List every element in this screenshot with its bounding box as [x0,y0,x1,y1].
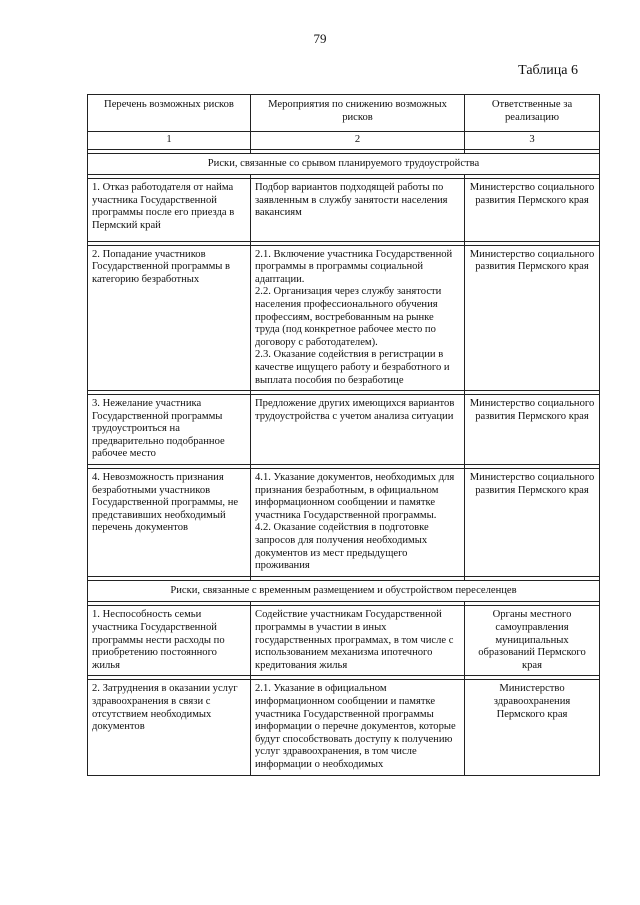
responsible-cell: Министерство здравоохранения Пермского края [465,680,600,775]
table-title: Таблица 6 [518,63,578,78]
risk-cell: 3. Нежелание участника Государственной программы трудоустроиться на предварительно подобранное рабочее место [88,395,251,465]
measures-cell [251,469,465,577]
risk-cell: 1. Отказ работодателя от найма участника Государственной программы после его приезда в Пермский край [88,179,251,241]
section-row [88,153,600,175]
page-number: 79 [313,31,327,46]
table-row [88,245,600,391]
table-row [88,395,600,465]
responsible-cell: Министерство социального развития Пермского края [465,469,600,577]
table-row [88,469,600,577]
risk-cell: 1. Неспособность семьи участника Государственной программы нести расходы по приобретению постоянного жилья [88,606,251,676]
risk-table [87,94,600,776]
header-measures: Мероприятия по снижению возможных рисков [251,95,465,132]
table-row [88,606,600,676]
column-number-1: 1 [88,132,251,150]
responsible-cell: Министерство социального развития Пермского края [465,179,600,241]
measure-item: 2.3. Оказание содействия в регистрации в качестве ищущего работу и безработного и выплата пособия по безработице [255,349,450,386]
measure-item: 4.2. Оказание содействия в подготовке запросов для получения необходимых документов из мест предыдущего проживания [255,522,429,572]
measure-item: 2.2. Организация через службу занятости населения профессионального обучения профессиям, востребованным на рынке труда (под конкретное рабочее место по договору с работодателем). [255,286,442,348]
section-row [88,580,600,602]
column-number-2: 2 [251,132,465,150]
section-title: Риски, связанные с временным размещением и обустройством переселенцев [88,580,600,602]
table-row [88,179,600,241]
column-number-3: 3 [465,132,600,150]
measures-cell: Подбор вариантов подходящей работы по заявленным в службу занятости населения вакансиям [251,179,465,241]
table-header-row [88,95,600,132]
measures-cell: 2.1. Указание в официальном информационном сообщении и памятке участника Государственной программы информации о перечне документов, которые будут способствовать доступу к получению услуг здравоохранения, в том числе информации о необходимых [251,680,465,775]
table-row [88,680,600,775]
responsible-cell: Министерство социального развития Пермского края [465,395,600,465]
measure-item: 4.1. Указание документов, необходимых для признания безработным, в официальном информационном сообщении и памятке участника Государственной программы. [255,472,455,521]
measures-cell [251,245,465,391]
section-title: Риски, связанные со срывом планируемого трудоустройства [88,153,600,175]
risk-cell: 4. Невозможность признания безработными участников Государственной программы, не представивших необходимый перечень документов [88,469,251,577]
measures-cell: Содействие участникам Государственной программы в участии в иных государственных программах, в том числе с использованием механизма ипотечного кредитования жилья [251,606,465,676]
risk-cell: 2. Попадание участников Государственной программы в категорию безработных [88,245,251,391]
measures-cell: Предложение других имеющихся вариантов трудоустройства с учетом анализа ситуации [251,395,465,465]
responsible-cell: Органы местного самоуправления муниципальных образований Пермского края [465,606,600,676]
column-number-row [88,132,600,150]
measure-item: 2.1. Включение участника Государственной программы в программы социальной адаптации. [255,248,453,285]
responsible-cell: Министерство социального развития Пермского края [465,245,600,391]
header-risks: Перечень возможных рисков [88,95,251,132]
risk-cell: 2. Затруднения в оказании услуг здравоохранения в связи с отсутствием необходимых документов [88,680,251,775]
header-responsible: Ответственные за реализацию [465,95,600,132]
